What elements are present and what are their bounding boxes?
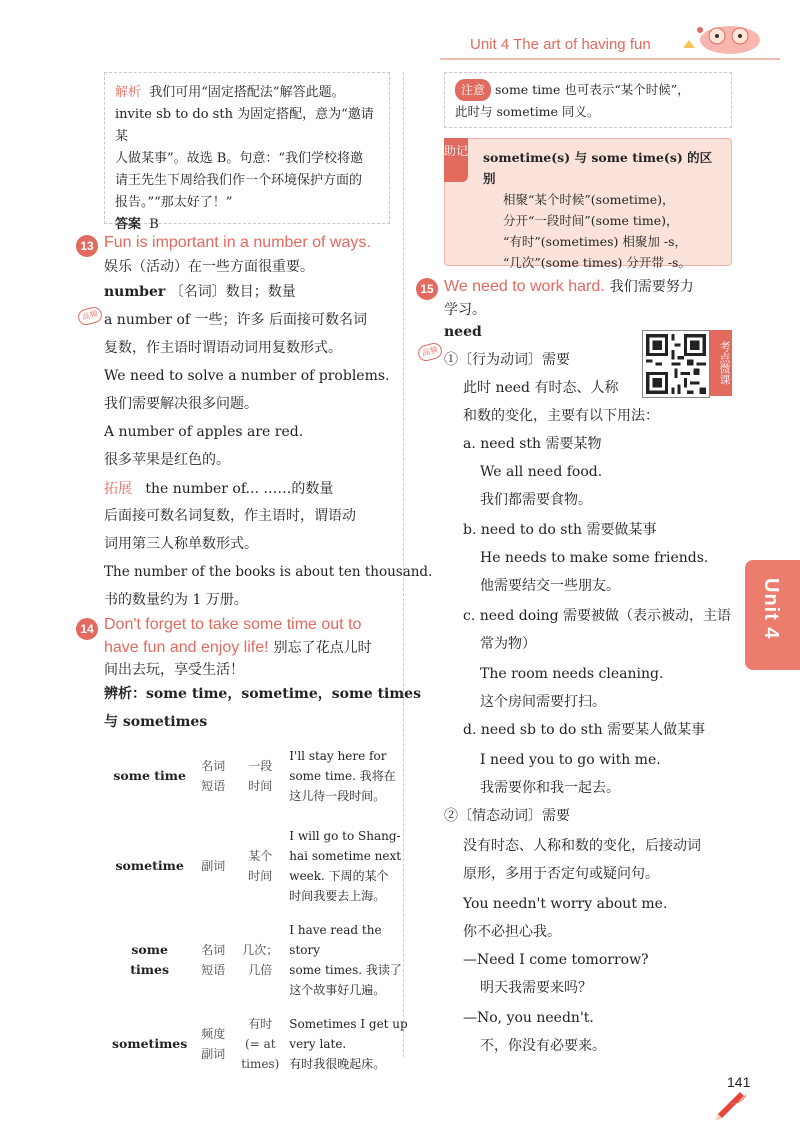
sentence-translation: 娱乐（活动）在一些方面很重要。 [104, 259, 314, 275]
example-translation: 不，你没有必要来。 [480, 1038, 606, 1054]
table-pos: 频度 副词 [201, 1027, 226, 1061]
table-meaning: 某个 时间 [248, 849, 273, 883]
table-example: I'll stay here for some time. 我将在 这儿待一段时间。 [289, 749, 396, 803]
example-translation: 他需要结交一些朋友。 [480, 578, 620, 594]
example-sentence: He needs to make some friends. [480, 550, 709, 566]
example-translation: 这个房间需要打扫。 [480, 694, 606, 710]
mnemonic-box [444, 138, 732, 270]
analysis-text: 人做某事”。故选 B。句意：“我们学校将邀 [115, 151, 363, 166]
sentence-title: have fun and enjoy life! [104, 639, 269, 656]
sentence-translation: 间出去玩，享受生活！ [104, 662, 244, 678]
analysis-text: 报告。”“那太好了！” [115, 195, 233, 210]
high-frequency-badge: 高频 [76, 305, 103, 327]
analysis-heading: 辨析：some time，sometime，some times [104, 686, 421, 702]
example-sentence: We need to solve a number of problems. [104, 368, 390, 384]
usage-item: c. need doing 需要被做（表示被动，主语 [463, 608, 732, 624]
explanation-line: 原形，多用于否定句或疑问句。 [463, 866, 659, 882]
mnemonic-line: “有时”(sometimes) 相聚加 -s， [503, 234, 687, 249]
explanation-line: 后面接可数名词复数，作主语时，谓语动 [104, 508, 356, 524]
table-row [108, 736, 417, 816]
table-meaning: 几次； 几倍 [242, 943, 279, 977]
table-pos: 副词 [201, 859, 226, 873]
example-translation: 我们需要解决很多问题。 [104, 396, 258, 412]
sentence-translation: 别忘了花点儿时 [273, 640, 372, 656]
example-translation: 书的数量约为 1 万册。 [104, 592, 248, 608]
table-pos: 名词 短语 [201, 759, 226, 793]
keyword: number [104, 284, 166, 300]
explanation-line: 复数，作主语时谓语动词用复数形式。 [104, 340, 342, 356]
sentence-translation: 我们需要努力 [609, 279, 694, 295]
mnemonic-line: “几次”(some times) 分开带 -s。 [503, 255, 691, 270]
sentence-title: Fun is important in a number of ways. [104, 234, 371, 251]
explanation-line: 没有时态、人称和数的变化，后接动词 [463, 838, 701, 854]
usage-item: 常为物） [480, 636, 536, 652]
mnemonic-tag: 助记 [444, 138, 468, 182]
table-word: sometimes [112, 1036, 188, 1051]
running-header: Unit 4 The art of having fun [470, 36, 651, 53]
table-example: I have read the story some times. 我读了 这个故事好几遍。 [289, 923, 402, 997]
extension-text: the number of... ……的数量 [145, 481, 334, 497]
analysis-tag: 解析 [115, 84, 142, 99]
explanation-line: 词用第三人称单数形式。 [104, 536, 258, 552]
analysis-text: invite sb to do sth 为固定搭配，意为“邀请某 [115, 107, 374, 144]
table-meaning: 有时 (= at times) [241, 1017, 280, 1071]
example-sentence: —No, you needn't. [463, 1010, 594, 1026]
example-sentence: —Need I come tomorrow? [463, 952, 649, 968]
example-sentence: We all need food. [480, 464, 603, 480]
table-row [108, 816, 417, 916]
item-number: 15 [416, 278, 438, 300]
usage-heading: ①〔行为动词〕需要 [444, 352, 570, 368]
analysis-text: 请王先生下周给我们作一个环境保护方面的 [115, 173, 363, 188]
cartoon-decoration-icon [675, 18, 770, 58]
analysis-heading: 与 sometimes [104, 714, 208, 730]
qr-label: 考点微课 [710, 330, 732, 396]
example-sentence: The room needs cleaning. [480, 666, 664, 682]
example-translation: 明天我需要来吗？ [480, 980, 592, 996]
example-translation: 我们都需要食物。 [480, 492, 592, 508]
note-box [444, 72, 732, 128]
table-word: sometime [115, 858, 184, 873]
table-word: some time [113, 768, 186, 783]
explanation-line: 此时 need 有时态、人称 [463, 380, 619, 396]
table-pos: 名词 短语 [201, 943, 226, 977]
part-of-speech: 〔名词〕数目；数量 [169, 284, 296, 300]
analysis-box [104, 72, 390, 232]
example-sentence: You needn't worry about me. [463, 896, 668, 912]
answer-label: 答案 [115, 217, 142, 232]
example-translation: 很多苹果是红色的。 [104, 452, 230, 468]
sentence-translation: 学习。 [444, 302, 486, 318]
usage-heading: ②〔情态动词〕需要 [444, 808, 570, 824]
keyword: need [444, 324, 482, 340]
header-rule [440, 58, 780, 60]
item-number: 13 [76, 235, 98, 257]
example-sentence: A number of apples are red. [104, 424, 304, 440]
answer-value: B [149, 217, 159, 232]
example-sentence: I need you to go with me. [480, 752, 661, 768]
explanation-line: 和数的变化，主要有以下用法： [463, 408, 659, 424]
qr-code-icon[interactable] [642, 330, 710, 398]
analysis-text: 我们可用“固定搭配法”解答此题。 [149, 85, 345, 100]
table-example: I will go to Shang- hai sometime next week. 下周的某个 时间我要去上海。 [289, 829, 402, 903]
note-tag: 注意 [455, 79, 491, 101]
sentence-title: Don't forget to take some time out to [104, 616, 362, 633]
note-text: 此时与 sometime 同义。 [455, 104, 600, 119]
table-word: some times [130, 942, 170, 977]
table-meaning: 一段 时间 [248, 759, 273, 793]
usage-item: d. need sb to do sth 需要某人做某事 [463, 722, 706, 738]
note-text: some time 也可表示“某个时候”， [495, 82, 690, 97]
pencil-icon [712, 1090, 746, 1124]
sentence-title: We need to work hard. [444, 278, 605, 295]
example-sentence: The number of the books is about ten thousand. [104, 564, 433, 580]
extension-tag: 拓展 [104, 480, 132, 496]
usage-item: b. need to do sth 需要做某事 [463, 522, 657, 538]
example-translation: 你不必担心我。 [463, 924, 561, 940]
unit-side-tab[interactable]: Unit 4 [745, 560, 800, 670]
mnemonic-line: 相聚“某个时候”(sometime)， [503, 192, 675, 207]
mnemonic-line: 分开“一段时间”(some time)， [503, 213, 679, 228]
item-number: 14 [76, 618, 98, 640]
table-row [108, 916, 417, 1004]
explanation-line: a number of 一些；许多 后面接可数名词 [104, 312, 368, 328]
usage-item: a. need sth 需要某物 [463, 436, 602, 452]
table-row [108, 1004, 417, 1084]
example-translation: 我需要你和我一起去。 [480, 780, 620, 796]
high-frequency-badge: 高频 [416, 341, 443, 363]
comparison-table [108, 736, 417, 1084]
mnemonic-title: sometime(s) 与 some time(s) 的区别 [483, 150, 713, 186]
table-example: Sometimes I get up very late. 有时我很晚起床。 [289, 1017, 408, 1071]
page-number: 141 [727, 1074, 751, 1090]
